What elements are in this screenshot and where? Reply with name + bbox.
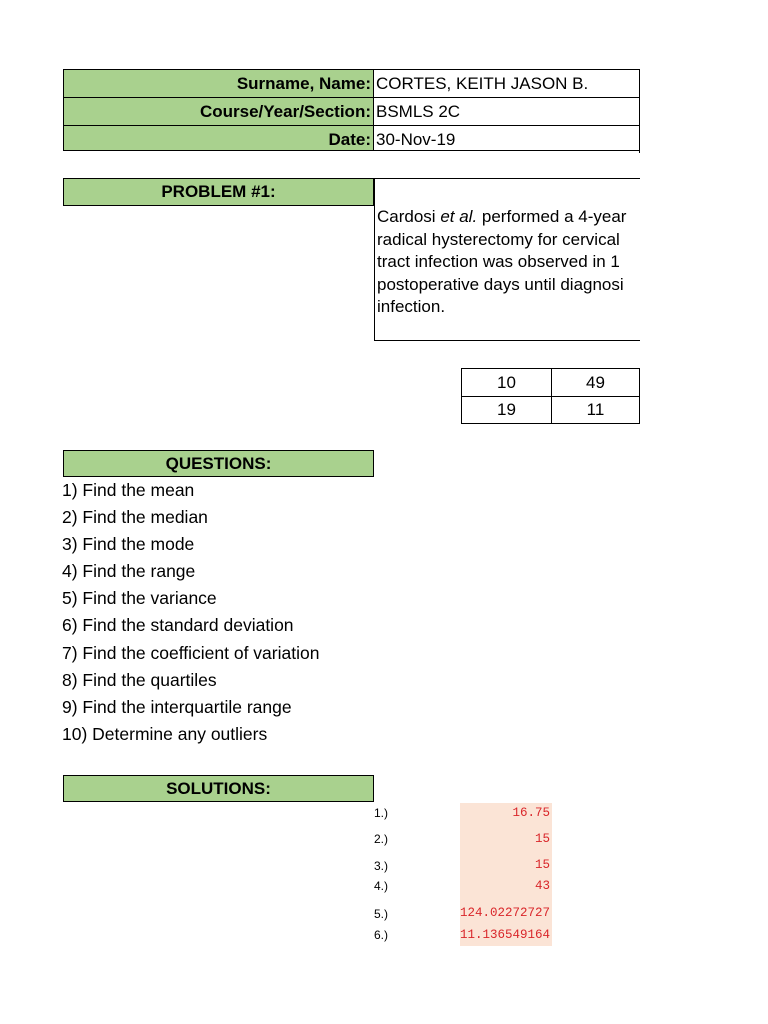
date-value[interactable]: 30-Nov-19 <box>374 125 640 153</box>
solution-value[interactable]: 43 <box>460 876 552 902</box>
questions-label: QUESTIONS: <box>63 450 374 477</box>
question-item: 4) Find the range <box>62 561 196 581</box>
solution-number: 6.) <box>374 928 389 942</box>
question-item: 1) Find the mean <box>62 480 195 500</box>
solution-number: 5.) <box>374 907 389 921</box>
course-label: Course/Year/Section: <box>64 98 373 126</box>
question-item: 8) Find the quartiles <box>62 670 217 690</box>
name-value[interactable]: CORTES, KEITH JASON B. <box>374 69 640 97</box>
question-item: 7) Find the coefficient of variation <box>62 643 320 663</box>
course-value[interactable]: BSMLS 2C <box>374 97 640 125</box>
name-label: Surname, Name: <box>64 70 373 98</box>
problem-line-3: tract infection was observed in 1 <box>377 252 620 271</box>
solution-value[interactable]: 124.02272727 <box>460 902 552 925</box>
data-cell[interactable]: 19 <box>462 397 552 424</box>
solutions-label: SOLUTIONS: <box>63 775 374 802</box>
question-item: 2) Find the median <box>62 507 208 527</box>
question-item: 9) Find the interquartile range <box>62 697 292 717</box>
solution-number: 3.) <box>374 859 389 873</box>
header-value-block <box>374 69 640 151</box>
solution-value[interactable]: 15 <box>460 855 552 876</box>
problem-line-1: Cardosi et al. performed a 4-year <box>377 207 627 226</box>
data-table <box>461 368 640 424</box>
question-item: 5) Find the variance <box>62 588 217 608</box>
date-label: Date: <box>328 129 371 149</box>
problem-line-5: infection. <box>377 297 446 316</box>
data-cell[interactable]: 49 <box>552 369 640 397</box>
question-item: 10) Determine any outliers <box>62 724 268 744</box>
data-cell[interactable]: 11 <box>552 397 640 424</box>
solution-number: 4.) <box>374 879 389 893</box>
solution-value[interactable]: 15 <box>460 827 552 855</box>
solution-number: 2.) <box>374 832 389 846</box>
solution-value[interactable]: 11.136549164 <box>460 925 552 946</box>
solution-number: 1.) <box>374 806 389 820</box>
question-item: 6) Find the standard deviation <box>62 615 294 635</box>
problem-line-4: postoperative days until diagnosi <box>377 274 624 294</box>
problem-line-2: radical hysterectomy for cervical <box>377 229 620 249</box>
solution-value[interactable]: 16.75 <box>460 803 552 827</box>
question-item: 3) Find the mode <box>62 534 195 554</box>
data-cell[interactable]: 10 <box>462 369 552 397</box>
problem-label: PROBLEM #1: <box>63 178 374 206</box>
header-label-block <box>63 69 374 151</box>
problem-text-box <box>374 178 640 341</box>
